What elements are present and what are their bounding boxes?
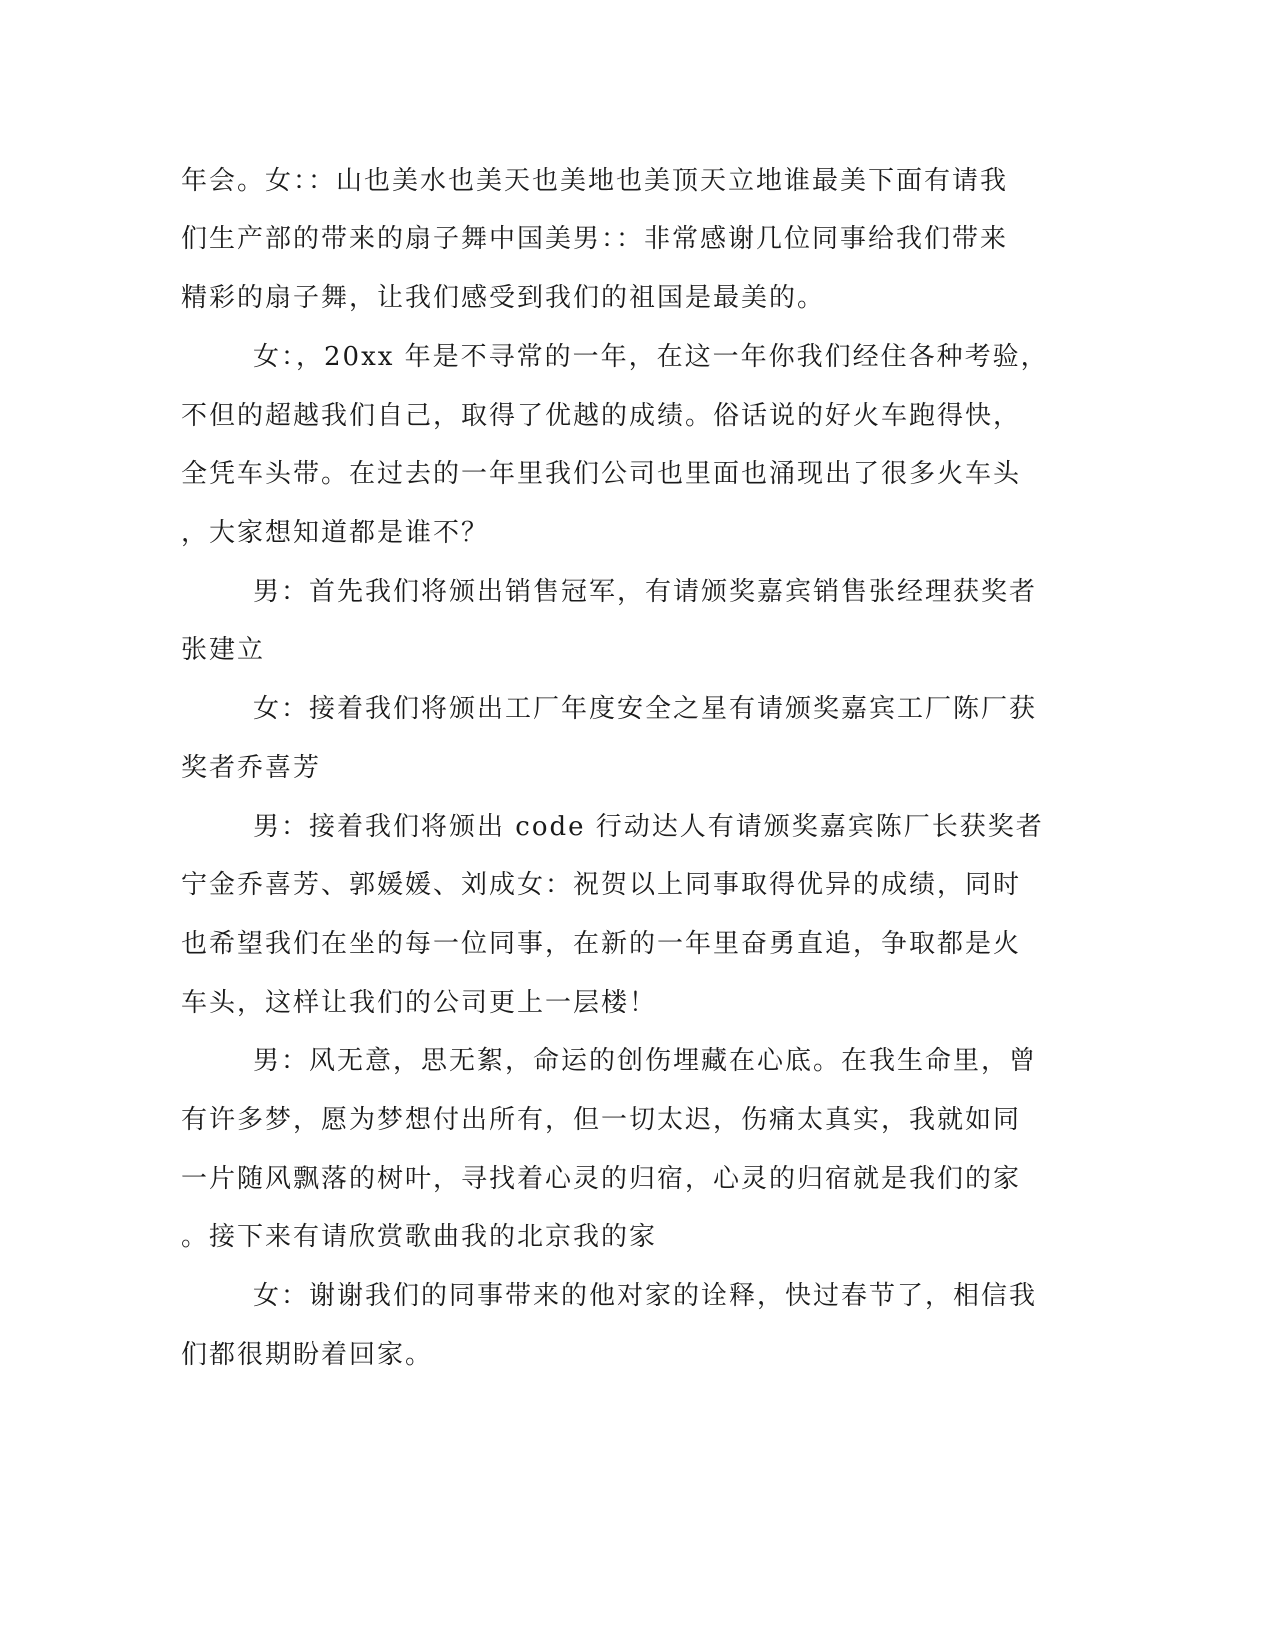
text-line: 不但的超越我们自己，取得了优越的成绩。俗话说的好火车跑得快， — [181, 401, 1022, 431]
text-line: 也希望我们在坐的每一位同事，在新的一年里奋勇直追，争取都是火 — [181, 929, 1022, 959]
text-line: 精彩的扇子舞，让我们感受到我们的祖国是最美的。 — [181, 283, 826, 313]
text-line: 女：接着我们将颁出工厂年度安全之星有请颁奖嘉宾工厂陈厂获 — [253, 694, 1038, 724]
text-line: 们都很期盼着回家。 — [181, 1340, 434, 1370]
text-line: 张建立 — [181, 635, 266, 665]
text-line: ，大家想知道都是谁不？ — [181, 518, 490, 548]
text-line: 男：首先我们将颁出销售冠军，有请颁奖嘉宾销售张经理获奖者 — [253, 577, 1038, 607]
text-line: 女：，20xx 年是不寻常的一年，在这一年你我们经住各种考验， — [253, 342, 1049, 372]
text-line: 全凭车头带。在过去的一年里我们公司也里面也涌现出了很多火车头 — [181, 459, 1022, 489]
text-line: 有许多梦，愿为梦想付出所有，但一切太迟，伤痛太真实，我就如同 — [181, 1105, 1022, 1135]
text-line: 们生产部的带来的扇子舞中国美男：：非常感谢几位同事给我们带来 — [181, 224, 1009, 254]
text-line: 男：风无意，思无絮，命运的创伤埋藏在心底。在我生命里，曾 — [253, 1046, 1038, 1076]
text-line: 年会。女：：山也美水也美天也美地也美顶天立地谁最美下面有请我 — [181, 166, 1009, 196]
text-line: 车头，这样让我们的公司更上一层楼！ — [181, 988, 658, 1018]
text-line: 一片随风飘落的树叶，寻找着心灵的归宿，心灵的归宿就是我们的家 — [181, 1164, 1022, 1194]
text-line: 奖者乔喜芳 — [181, 753, 322, 783]
text-line: 宁金乔喜芳、郭媛媛、刘成女：祝贺以上同事取得优异的成绩，同时 — [181, 870, 1022, 900]
text-line: 。接下来有请欣赏歌曲我的北京我的家 — [181, 1222, 658, 1252]
text-line: 男：接着我们将颁出 code 行动达人有请颁奖嘉宾陈厂长获奖者 — [253, 812, 1044, 842]
text-line: 女：谢谢我们的同事带来的他对家的诠释，快过春节了，相信我 — [253, 1281, 1038, 1311]
